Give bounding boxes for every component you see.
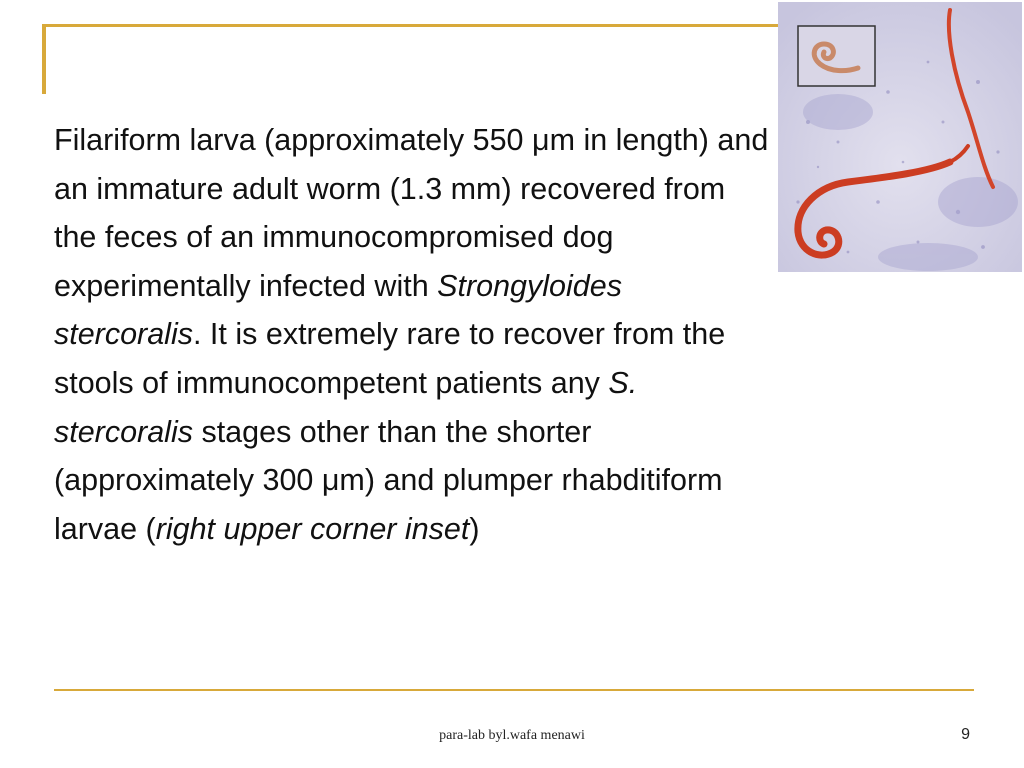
slide-footer: para-lab byl.wafa menawi	[439, 728, 585, 743]
body-text-run-4: )	[469, 511, 480, 546]
body-text-species-abbrev: S. stercoralis	[54, 365, 638, 449]
body-text-species-name: Strongyloides stercoralis	[54, 268, 622, 352]
title-frame-horizontal-line	[42, 24, 778, 27]
title-frame-vertical-line	[42, 24, 46, 94]
body-text-run-3: stages other than the shorter (approximately 300 μm) and plumper rhabditiform larvae (	[54, 414, 723, 546]
strongyloides-micrograph	[778, 2, 1022, 272]
body-text-run-2: . It is extremely rare to recover from the stools of immunocompetent patients any	[54, 317, 726, 400]
body-text-run-1: Filariform larva (approximately 550 μm in length) and an immature adult worm (1.3 mm) recovered from the feces of an immunocompromised dog experimentally infected with	[54, 123, 769, 303]
slide-number: 9	[961, 726, 970, 743]
footer-divider-line	[54, 689, 974, 691]
slide-body-text	[54, 116, 770, 553]
body-text-inset-reference: right upper corner inset	[155, 511, 470, 546]
inset-frame	[798, 26, 875, 86]
